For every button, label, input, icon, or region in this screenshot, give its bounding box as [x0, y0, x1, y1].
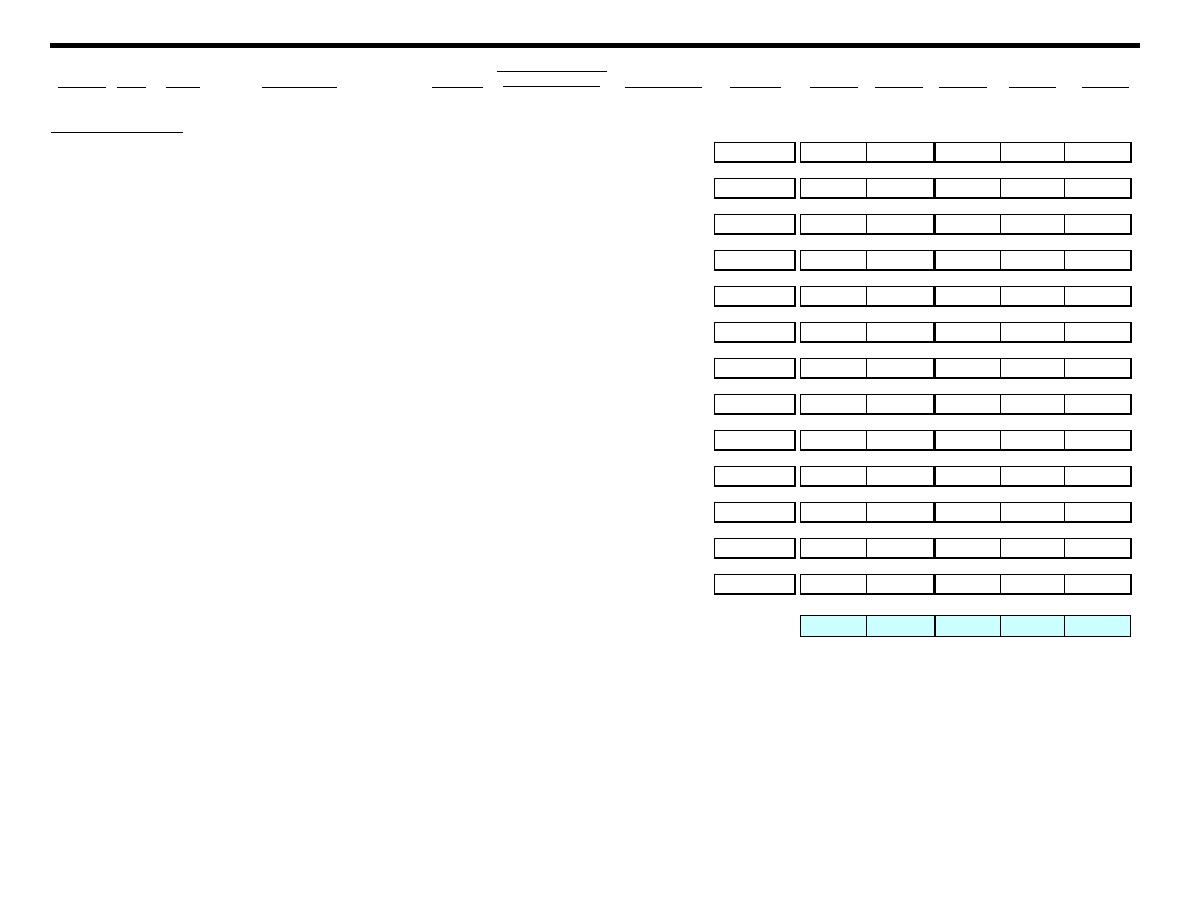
row-label-box	[714, 394, 796, 415]
total-row-right-group	[935, 615, 1131, 637]
table-cell	[867, 395, 933, 413]
table-cell	[1001, 251, 1066, 269]
row-right-group	[935, 214, 1132, 235]
table-cell	[801, 539, 867, 557]
column-header-7	[625, 73, 702, 88]
table-cell	[1065, 215, 1130, 233]
table-cell	[867, 431, 933, 449]
table-cell	[1001, 323, 1066, 341]
table-cell	[1001, 575, 1066, 593]
table-cell	[1065, 431, 1130, 449]
column-header-13	[1082, 73, 1129, 88]
row-label-box	[714, 322, 796, 343]
column-header-9	[810, 73, 858, 88]
table-cell	[1001, 215, 1066, 233]
row-left-group	[800, 286, 935, 307]
column-header-1	[58, 73, 106, 88]
row-right-group	[935, 142, 1132, 163]
table-cell	[801, 215, 867, 233]
table-cell	[1001, 179, 1066, 197]
table-cell	[936, 287, 1001, 305]
table-cell	[801, 251, 867, 269]
row-label-box	[714, 574, 796, 595]
column-header-6	[503, 72, 600, 87]
total-cell	[1001, 616, 1066, 636]
row-right-group	[935, 574, 1132, 595]
table-cell	[801, 359, 867, 377]
table-cell	[1001, 395, 1066, 413]
table-cell	[1065, 287, 1130, 305]
table-cell	[1065, 359, 1130, 377]
table-cell	[867, 575, 933, 593]
section-title	[51, 118, 183, 133]
column-header-4	[262, 73, 337, 88]
row-label-box	[714, 358, 796, 379]
row-right-group	[935, 538, 1132, 559]
table-cell	[867, 467, 933, 485]
row-label-box	[714, 214, 796, 235]
table-cell	[1065, 143, 1130, 161]
column-header-10	[875, 73, 923, 88]
table-cell	[801, 323, 867, 341]
table-cell	[801, 575, 867, 593]
row-right-group	[935, 250, 1132, 271]
table-cell	[867, 539, 933, 557]
row-right-group	[935, 430, 1132, 451]
row-right-group	[935, 286, 1132, 307]
row-right-group	[935, 394, 1132, 415]
table-cell	[936, 179, 1001, 197]
table-cell	[1001, 503, 1066, 521]
column-header-2	[117, 73, 146, 88]
table-cell	[801, 431, 867, 449]
table-cell	[936, 143, 1001, 161]
table-cell	[867, 359, 933, 377]
table-cell	[1001, 539, 1066, 557]
row-left-group	[800, 466, 935, 487]
row-label-box	[714, 250, 796, 271]
table-cell	[1065, 395, 1130, 413]
row-right-group	[935, 358, 1132, 379]
table-cell	[936, 503, 1001, 521]
row-left-group	[800, 502, 935, 523]
total-cell	[936, 616, 1001, 636]
table-cell	[801, 467, 867, 485]
top-rule	[50, 43, 1140, 48]
row-right-group	[935, 466, 1132, 487]
table-cell	[867, 143, 933, 161]
table-cell	[867, 503, 933, 521]
table-cell	[867, 287, 933, 305]
row-right-group	[935, 178, 1132, 199]
column-header-3	[166, 73, 200, 88]
row-left-group	[800, 394, 935, 415]
row-label-box	[714, 286, 796, 307]
table-cell	[1065, 467, 1130, 485]
table-cell	[936, 323, 1001, 341]
table-cell	[1065, 539, 1130, 557]
table-cell	[801, 143, 867, 161]
table-cell	[1065, 503, 1130, 521]
table-cell	[936, 431, 1001, 449]
row-left-group	[800, 142, 935, 163]
table-cell	[867, 323, 933, 341]
column-header-11	[939, 73, 987, 88]
table-cell	[936, 467, 1001, 485]
total-row-left-group	[800, 615, 935, 637]
row-label-box	[714, 502, 796, 523]
table-cell	[936, 215, 1001, 233]
row-left-group	[800, 358, 935, 379]
row-right-group	[935, 502, 1132, 523]
column-header-8	[730, 73, 781, 88]
row-label-box	[714, 466, 796, 487]
total-cell	[867, 616, 933, 636]
total-cell	[1065, 616, 1130, 636]
table-cell	[801, 179, 867, 197]
table-cell	[1001, 287, 1066, 305]
column-header-5	[432, 73, 483, 88]
table-cell	[1001, 467, 1066, 485]
row-right-group	[935, 322, 1132, 343]
table-cell	[936, 251, 1001, 269]
row-label-box	[714, 142, 796, 163]
row-label-box	[714, 430, 796, 451]
table-cell	[1001, 431, 1066, 449]
table-cell	[867, 215, 933, 233]
row-label-box	[714, 538, 796, 559]
row-left-group	[800, 214, 935, 235]
table-cell	[1001, 143, 1066, 161]
table-cell	[936, 395, 1001, 413]
table-cell	[936, 575, 1001, 593]
table-cell	[867, 179, 933, 197]
row-left-group	[800, 430, 935, 451]
column-header-12	[1009, 73, 1056, 88]
table-cell	[801, 395, 867, 413]
table-cell	[1065, 179, 1130, 197]
table-cell	[1065, 251, 1130, 269]
row-left-group	[800, 538, 935, 559]
table-cell	[1065, 575, 1130, 593]
group-header-title	[497, 57, 607, 72]
table-cell	[801, 287, 867, 305]
table-cell	[936, 539, 1001, 557]
row-left-group	[800, 322, 935, 343]
table-cell	[867, 251, 933, 269]
table-cell	[801, 503, 867, 521]
table-cell	[1001, 359, 1066, 377]
table-cell	[936, 359, 1001, 377]
total-cell	[801, 616, 867, 636]
row-left-group	[800, 178, 935, 199]
row-label-box	[714, 178, 796, 199]
table-cell	[1065, 323, 1130, 341]
row-left-group	[800, 250, 935, 271]
row-left-group	[800, 574, 935, 595]
